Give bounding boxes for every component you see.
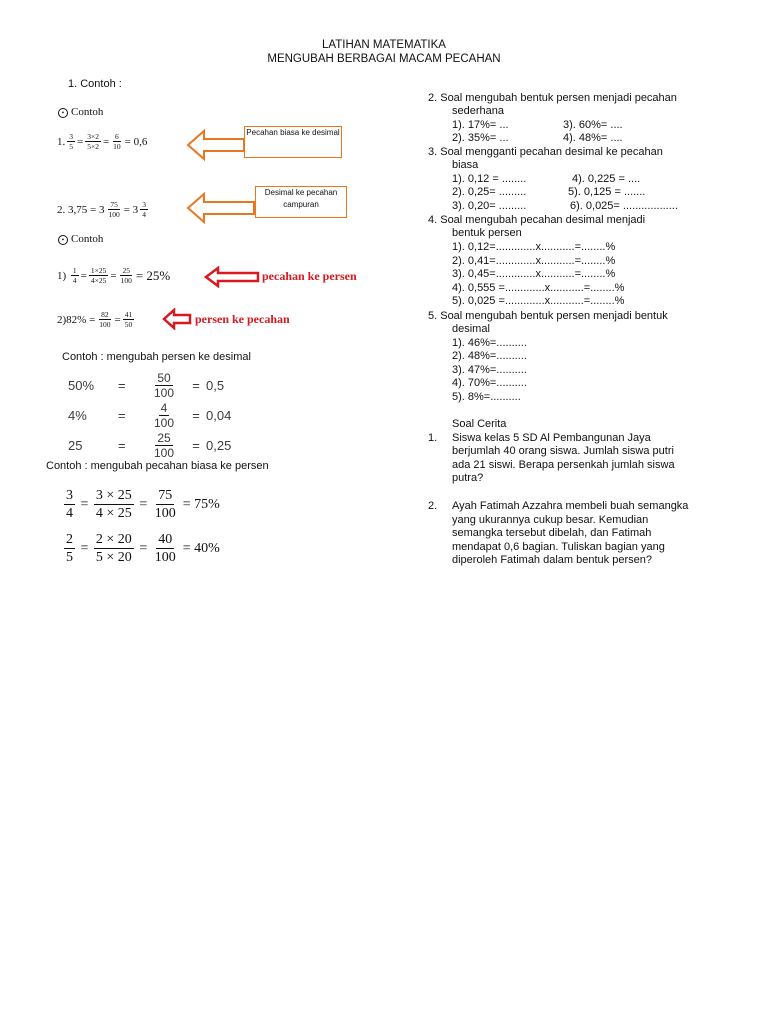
story2-line: semangka tersebut dibelah, dan Fatimah (452, 527, 652, 539)
q3-item: 3). 0,20= ......... (452, 200, 527, 212)
decimal-value: 0,25 (206, 437, 232, 453)
page-title: LATIHAN MATEMATIKA (322, 39, 446, 51)
story1-line: ada 21 siswi. Berapa persenkah jumlah siswa (452, 459, 675, 471)
q3-item: 4). 0,225 = .... (572, 173, 641, 185)
left-arrow-icon (186, 128, 246, 162)
example-decimal: 1. $\frac{3}{5}$ = $\frac{3\times 2}{5\times 2}$ = $\frac{6}{10}$ = 0,6 (57, 132, 148, 151)
heading-persen-desimal: Contoh : mengubah persen ke desimal (62, 351, 251, 363)
example-mixed: 2. 3,75 = 3 $\frac{75}{100}$ = 3 $\frac{3}{4}$ (57, 200, 146, 219)
percent-value: 50% (68, 377, 95, 393)
q5-item: 4). 70%=.......... (452, 377, 527, 389)
page-subtitle: MENGUBAH BERBAGAI MACAM PECAHAN (267, 53, 501, 65)
q5-title-cont: desimal (452, 323, 490, 335)
q2-title-cont: sederhana (452, 105, 504, 117)
q3-title: 3. Soal mengganti pecahan desimal ke pecahan (428, 146, 663, 158)
story2-line: yang ukurannya cukup besar. Kemudian (452, 514, 649, 526)
callout-pecahan-desimal: Pecahan biasa ke desimal (244, 126, 342, 158)
q2-item: 2). 35%= ... (452, 132, 509, 144)
q3-item: 5). 0,125 = ....... (568, 186, 646, 198)
decimal-examples (68, 370, 231, 460)
left-arrow-icon (204, 266, 260, 288)
story1-line: Siswa kelas 5 SD Al Pembangunan Jaya (452, 432, 651, 444)
q2-item: 1). 17%= ... (452, 119, 509, 131)
story1-line: putra? (452, 472, 484, 484)
q2-item: 4). 48%= .... (563, 132, 623, 144)
contoh-label-a: • Contoh (58, 106, 103, 118)
decimal-row: 4% = $\frac{4}{100}$ = 0,04 (68, 400, 232, 430)
q5-item: 5). 8%=.......... (452, 391, 521, 403)
label-persen-ke-pecahan: persen ke pecahan (195, 312, 290, 326)
callout-desimal-campuran: Desimal ke pecahan campuran (255, 186, 347, 218)
q3-title-cont: biasa (452, 159, 479, 171)
decimal-row: 25 = $\frac{25}{100}$ = 0,25 (68, 430, 232, 460)
q4-title: 4. Soal mengubah pecahan desimal menjadi (428, 214, 646, 226)
contoh-label-b: • Contoh (58, 233, 103, 245)
percent-examples (62, 482, 220, 570)
example-number: 1. (57, 135, 66, 148)
q4-item: 5). 0,025 =.............x...........=........% (452, 295, 625, 307)
q5-item: 3). 47%=.......... (452, 364, 527, 376)
story2-number: 2. (428, 500, 438, 512)
q2-title: 2. Soal mengubah bentuk persen menjadi pecahan (428, 92, 677, 104)
decimal-value: 0,5 (206, 377, 225, 393)
decimal-row: 50% = $\frac{50}{100}$ = 0,5 (68, 370, 225, 400)
bullet-icon: • (58, 235, 68, 245)
story2-line: mendapat 0,6 bagian. Tuliskan bagian yang (452, 541, 665, 553)
percent-row: $\frac{3}{4}$ = $\frac{3 \times 25}{4 \times 25}$ = $\frac{75}{100}$ = 75% (66, 487, 220, 521)
example-percent-fraction: 2) 82% = $\frac{82}{100}$ = $\frac{41}{50}$ (57, 310, 133, 329)
q2-item: 3). 60%= .... (563, 119, 623, 131)
soal-cerita-title: Soal Cerita (452, 418, 507, 430)
q4-item: 2). 0,41=.............x...........=........% (452, 255, 616, 267)
left-arrow-icon (186, 191, 256, 225)
bullet-icon: • (58, 108, 68, 118)
q4-item: 3). 0,45=.............x...........=........% (452, 268, 616, 280)
q4-title-cont: bentuk persen (452, 227, 522, 239)
q4-item: 4). 0,555 =.............x...........=........% (452, 282, 625, 294)
label-pecahan-ke-persen: pecahan ke persen (262, 269, 357, 283)
q4-item: 1). 0,12=.............x...........=........% (452, 241, 616, 253)
q5-item: 1). 46%=.......... (452, 337, 527, 349)
q5-item: 2). 48%=.......... (452, 350, 527, 362)
percent-row: $\frac{2}{5}$ = $\frac{2 \times 20}{5 \times 20}$ = $\frac{40}{100}$ = 40% (66, 531, 220, 565)
q3-item: 6). 0,025= .................. (570, 200, 678, 212)
story1-number: 1. (428, 432, 438, 444)
example-fraction-percent: 1) $\frac{1}{4}$ = $\frac{1\times 25}{4\times 25}$ = $\frac{25}{100}$ = 25% (57, 266, 171, 285)
heading-pecahan-persen: Contoh : mengubah pecahan biasa ke persen (46, 460, 269, 472)
story1-line: berjumlah 40 orang siswa. Jumlah siswa putri (452, 445, 674, 457)
q3-item: 2). 0,25= ......... (452, 186, 527, 198)
decimal-value: 0,04 (206, 407, 232, 423)
q3-item: 1). 0,12 = ........ (452, 173, 527, 185)
story2-line: Ayah Fatimah Azzahra membeli buah semangka (452, 500, 689, 512)
story2-line: diperoleh Fatimah dalam bentuk persen? (452, 554, 652, 566)
section-heading: 1. Contoh : (68, 78, 122, 90)
left-arrow-icon (162, 308, 192, 330)
q5-title: 5. Soal mengubah bentuk persen menjadi bentuk (428, 310, 668, 322)
percent-value: 4% (68, 407, 87, 423)
percent-value: 25 (68, 437, 83, 453)
